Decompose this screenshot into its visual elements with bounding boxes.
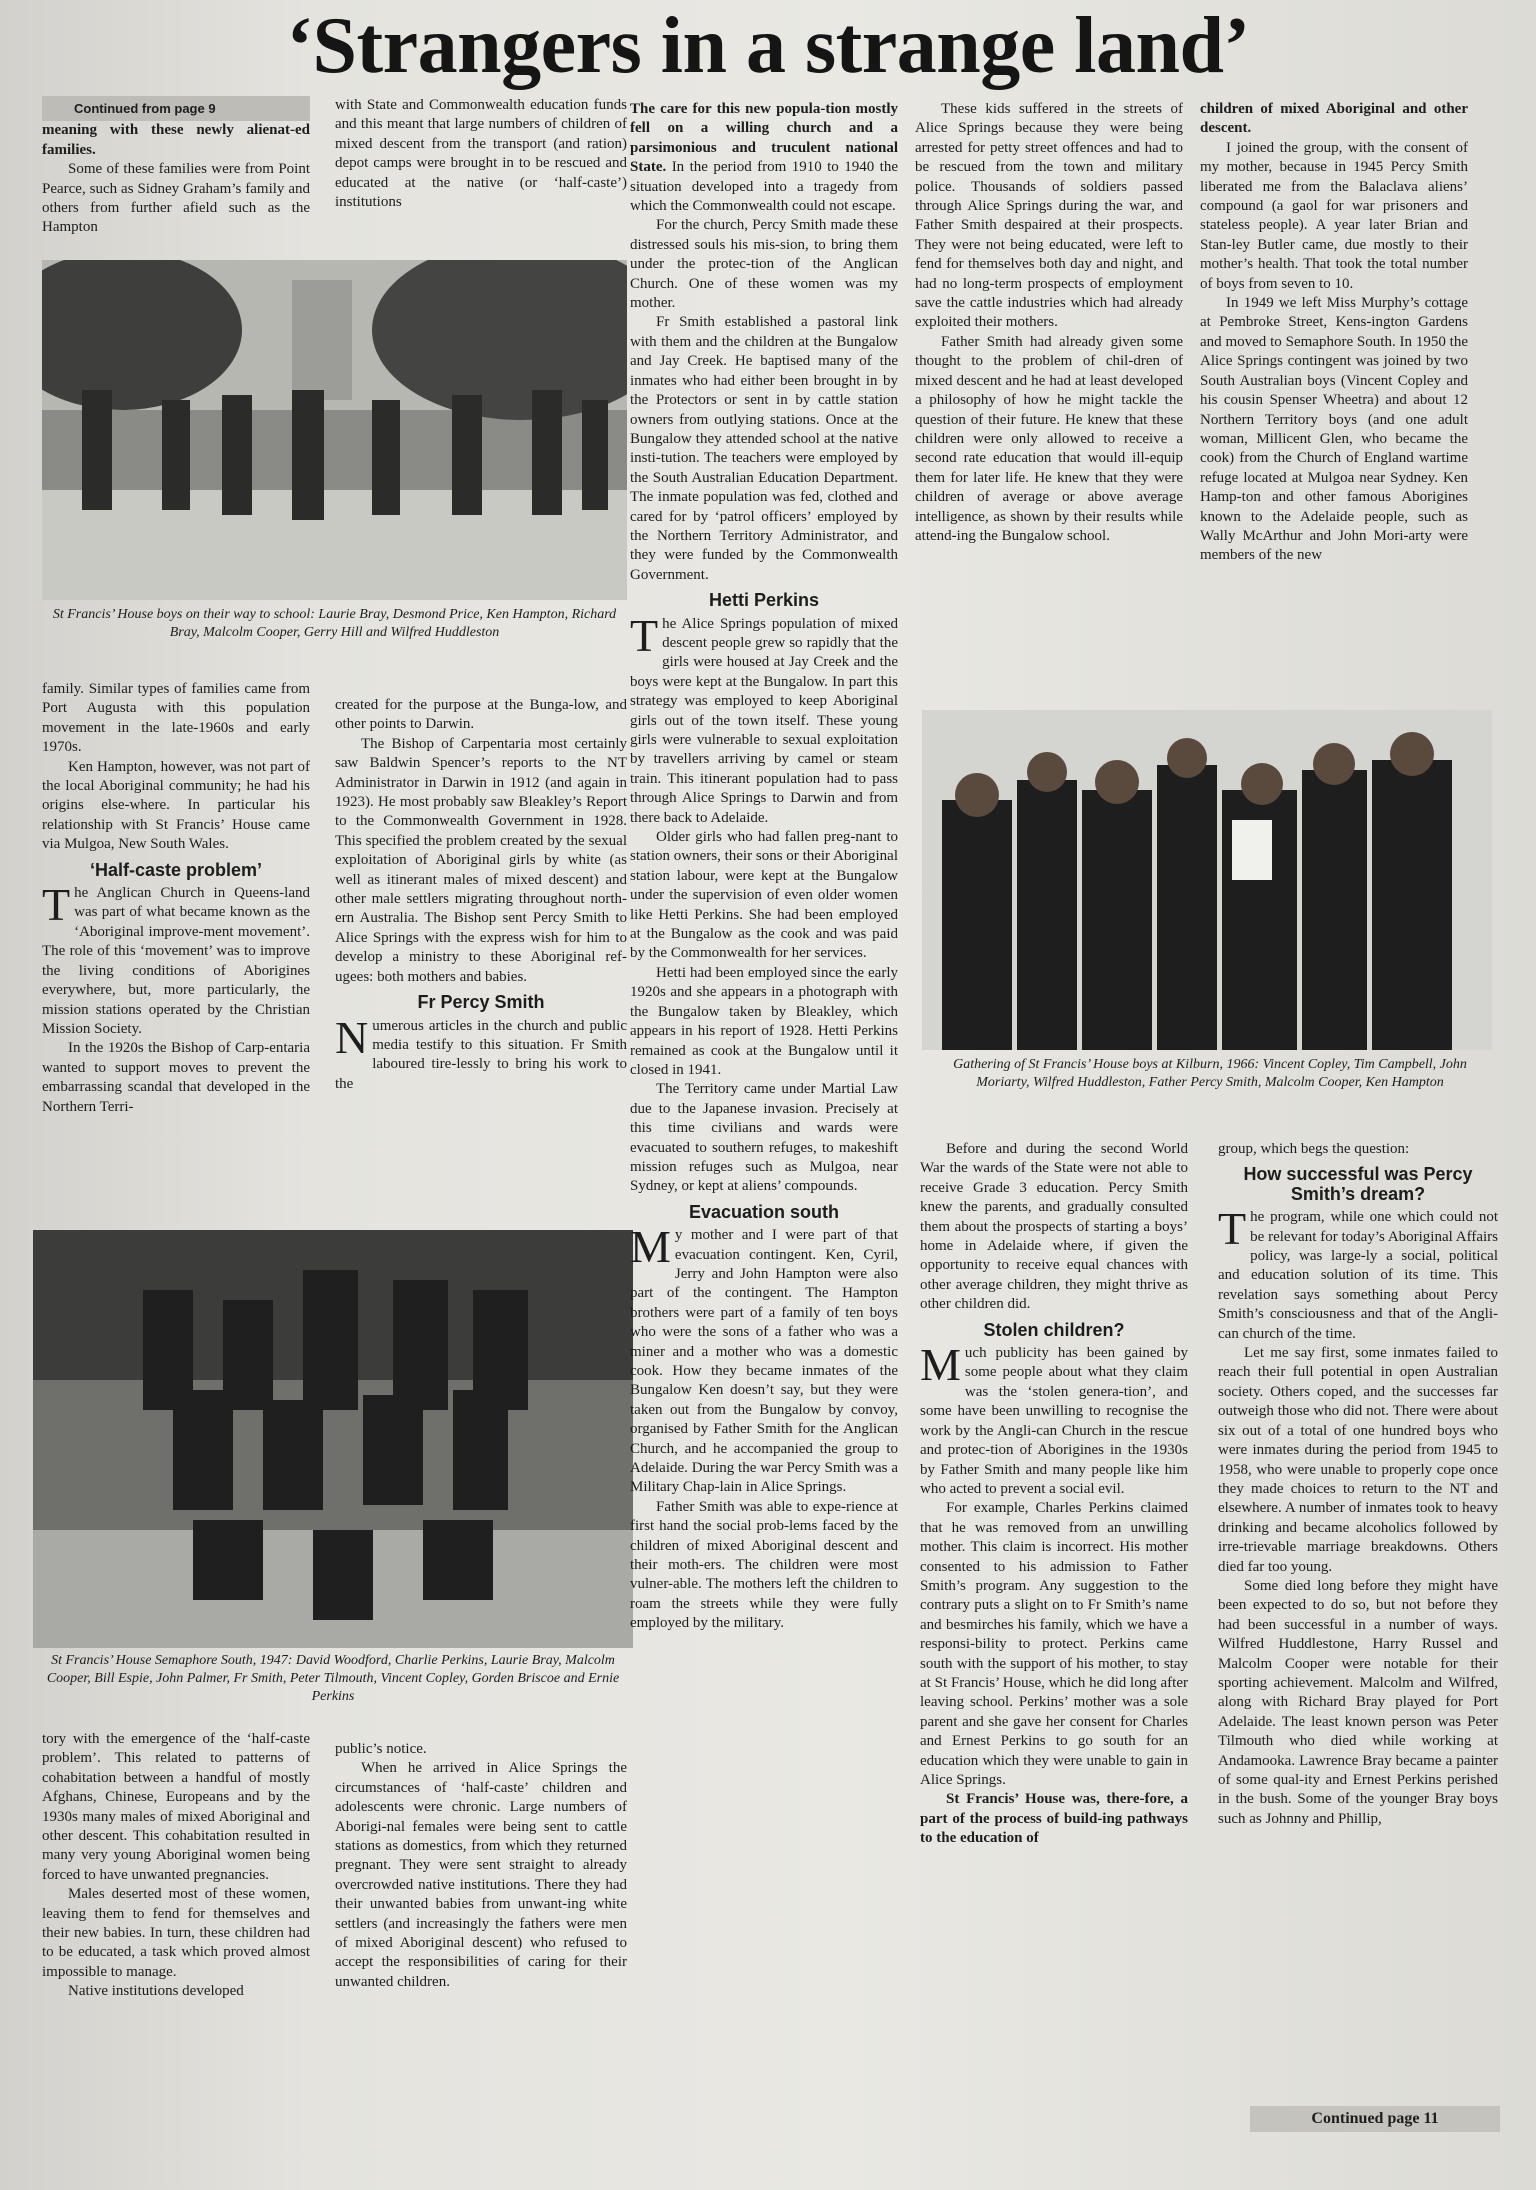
paragraph: Older girls who had fallen preg-nant to station owners, their sons or their Aboriginal station labour, were kept at the Bungalow under the supervision of even older women like Hetti Perkins. She had been employed at the Bungalow as the cook and was paid by the Commonwealth for her services. (630, 829, 898, 962)
drop-cap: M (630, 1221, 671, 1273)
paragraph: family. Similar types of families came from Port Augusta with this population movement in the late-1960s and early 1970s. (42, 681, 310, 756)
paragraph: Fr Smith established a pastoral link with them and the children at the Bungalow and Jay Creek. He baptised many of the inmates who had either been brought in by the Protectors or sent in by cattle station owners from outlying stations. Once at the Bungalow they attended school at the native insti-tution. The teachers were employed by the South Australian Education Department. The inmate population was fed, clothed and cared for by ‘patrol officers’ employed by the Northern Territory Administrator, and they were funded by the Commonwealth Government. (630, 314, 898, 583)
paragraph: St Francis’ House was, there-fore, a part of the process of build-ing pathways to the education of (920, 1791, 1188, 1847)
subheading: Fr Percy Smith (417, 992, 545, 1013)
column-4-top (915, 100, 1183, 690)
paragraph-text: he program, while one which could not be relevant for today’s Aboriginal Affairs policy, was large-ly a social, political and education solution of its time. This revelation says something about Percy Smith’s consciousness and that of the Angli-can church of the time. (1218, 1209, 1498, 1342)
paragraph (1218, 1203, 1498, 1344)
column-2-bottom (335, 1740, 627, 2150)
paragraph: Let me say first, some inmates failed to reach their full potential in open Australian society. Others coped, and the successes far outweigh those who did not. There were about six out of a total of one hundred boys who were inmates during the period from 1945 to 1958, who were unable to properly cope once they made choices to return to the NT and elsewhere. A number of inmates took to heavy drinking and became alcoholics followed by irre-trievable marriage breakdowns. Others died far too young. (1218, 1345, 1498, 1575)
paragraph: Father Smith had already given some thought to the problem of chil-dren of mixed descent and he had at least developed a philosophy of how he might tackle the question of their future. He knew that these children were only allowed to receive a second rate education that would ill-equip them for later life. He knew that they were children of average or above average intelligence, as shown by their results while attend-ing the Bungalow school. (915, 333, 1183, 544)
photo-caption: Gathering of St Francis’ House boys at Kilburn, 1966: Vincent Copley, Tim Campbell, John Moriarty, Wilfred Huddleston, Father Percy Smith, Malcolm Cooper, Ken Hampton (953, 1057, 1467, 1090)
paragraph (920, 1339, 1188, 1499)
subheading: Evacuation south (688, 1201, 840, 1222)
column-1-middle (42, 680, 310, 1205)
lead-in-text: The care for this new popula-tion mostly fell on a willing church and a parsimonious and truculent national State. (630, 101, 898, 176)
paragraph: Males deserted most of these women, leaving them to fend for themselves and their new babies. In turn, these children had to be educated, a task which proved almost impossible to manage. (42, 1886, 310, 1980)
drop-cap: T (1218, 1203, 1247, 1255)
subheading: How successful was Percy Smith’s dream? (1243, 1164, 1473, 1204)
continued-from-label: Continued from page 9 (42, 96, 310, 121)
paragraph: Ken Hampton, however, was not part of the local Aboriginal community; he had his origins else-where. In particular his relationship with St Francis’ House came via Mulgoa, New South Wales. (42, 758, 310, 853)
photo-caption: St Francis’ House Semaphore South, 1947: David Woodford, Charlie Perkins, Laurie Bray, Malcolm Cooper, Bill Espie, John Palmer, Fr Smith, Peter Tilmouth, Vincent Copley, Gorden Briscoe and Ernie Perkins (46, 1653, 620, 1704)
paragraph: For example, Charles Perkins claimed that he was removed from an unwilling mother. This claim is incorrect. His mother consented to his admission to Father Smith’s program. Any suggestion to the contrary puts a slight on to Fr Smith’s name and besmirches his family, which we have a responsi-bility to protect. Perkins came south with the support of his mother, to stay at St Francis’ House, which he did long after leaving school. Perkins’ mother was a sole parent and she gave her consent for Charles and Ernest Perkins to go south for an education which they were unable to gain in Alice Springs. (920, 1500, 1188, 1788)
paragraph: In the 1920s the Bishop of Carp-entaria wanted to support moves to prevent the embarrassing scandal that developed in the Northern Terri- (42, 1040, 310, 1115)
paragraph-text: he Alice Springs population of mixed descent people grew so rapidly that the girls were housed at Jay Creek and the boys were kept at the Bungalow. In part this strategy was employed to keep Aboriginal girls out of the town itself. These young girls were vulnerable to sexual exploitation by travellers arriving by camel or steam train. This itinerant population had to pass through Alice Springs to Darwin and from there back to Adelaide. (630, 615, 898, 826)
column-1-bottom (42, 1730, 310, 2150)
column-1-top (42, 96, 310, 246)
paragraph: Hetti had been employed since the early 1920s and she appears in a photograph with the Bungalow taken by Bleakley, which appears in his report of 1928. Hetti Perkins remained as cook at the Bungalow until it closed in 1941. (630, 964, 898, 1078)
column-3 (630, 100, 898, 2140)
paragraph-text: y mother and I were part of that evacuation contingent. Ken, Cyril, Jerry and John Hampton were also part of the contingent. The Hampton brothers were part of a family of ten boys who were the sons of a father who was a miner and a mother who was a domestic cook. How they became inmates of the Bungalow Ken doesn’t say, but they were taken out from the Bungalow by convoy, organised by Father Smith for the Anglican Church, and he accompanied the group to Adelaide. During the war Percy Smith was a Military Chap-lain in Alice Springs. (630, 1227, 898, 1496)
paragraph: meaning with these newly alienat-ed families. (42, 122, 310, 158)
photo-semaphore-south-1947 (33, 1230, 633, 1648)
column-5-top (1200, 100, 1468, 690)
paragraph: Some of these families were from Point Pearce, such as Sidney Graham’s family and others from further afield such as the Hampton (42, 161, 310, 236)
drop-cap: N (335, 1011, 369, 1063)
column-2-middle (335, 696, 627, 1206)
paragraph (42, 879, 310, 1039)
paragraph-text: In the period from 1910 to 1940 the situation developed into a tragedy from which the Commonwealth could not escape. (630, 159, 898, 215)
paragraph: created for the purpose at the Bunga-low, and other points to Darwin. (335, 697, 627, 733)
subheading: ‘Half-caste problem’ (89, 859, 263, 880)
paragraph: with State and Commonwealth education funds and this meant that large numbers of children of mixed descent from the transport (and ration) depot camps were brought in to be rescued and educated at the native (or ‘half-caste’) institutions (335, 97, 627, 211)
drop-cap: T (630, 609, 659, 661)
column-4-bottom (920, 1140, 1188, 2140)
paragraph (630, 100, 898, 216)
paragraph: group, which begs the question: (1218, 1141, 1410, 1157)
paragraph: Native institutions developed (68, 1983, 244, 2000)
paragraph: public’s notice. (335, 1741, 427, 1757)
paragraph: The Bishop of Carpentaria most certainly saw Baldwin Spencer’s reports to the NT Administrator in Darwin in 1912 (and again in 1923). He most probably saw Bleakley’s Report to the Commonwealth Government in 1928. This specified the problem created by the sexual exploitation of Aboriginal girls by white (as well as itinerant males of mixed descent) and other male settlers migrating throughout north-ern Australia. The Bishop sent Percy Smith to Alice Springs with the express wish for him to develop a ministry to these Aboriginal ref-ugees: both mothers and babies. (335, 735, 627, 985)
subheading: Hetti Perkins (708, 590, 820, 611)
paragraph: tory with the emergence of the ‘half-caste problem’. This related to patterns of cohabitation between a handful of mostly Afghans, Chinese, Europeans and by the 1930s many males of mixed Aboriginal and other descent. This cohabitation resulted in many very young Aboriginal women being forced to have unwanted pregnancies. (42, 1731, 310, 1883)
paragraph-text: he Anglican Church in Queens-land was part of what became known as the ‘Aboriginal improve-ment movement’. The role of this ‘movement’ was to improve the living conditions of Aborigines everywhere, but, more particularly, the mission stations operated by the Christian Mission Society. (42, 885, 310, 1037)
paragraph: The Territory came under Martial Law due to the Japanese invasion. Precisely at this time civilians and wards were evacuated to southern refuges, to makeshift mission refuges such as Mulgoa, near Sydney, or kept at aliens’ compounds. (630, 1081, 898, 1195)
paragraph: When he arrived in Alice Springs the circumstances of ‘half-caste’ children and adolescents were chronic. Large numbers of Aborigi-nal females were being sent to cattle stations as domestics, from which they returned pregnant. They were sent straight to already overcrowded native institutions. There they had their unwanted babies from unwant-ing white settlers (and increasingly the fathers were men of mixed Aboriginal descent) who refused to accept the responsibilities of caring for their unwanted children. (335, 1760, 627, 1990)
photo-boys-to-school (42, 260, 627, 600)
column-2-top (335, 96, 627, 246)
subheading: Stolen children? (983, 1319, 1125, 1340)
paragraph-text: umerous articles in the church and public media testify to this situation. Fr Smith laboured tire-lessly to bring his work to the (335, 1017, 627, 1092)
paragraph: Some died long before they might have been expected to do so, but not before they had been successful in a number of ways. Wilfred Huddlestone, Harry Russel and Malcolm Cooper were notable for their sporting achievement. Malcolm and Wilfred, along with Richard Bray played for Port Adelaide. The least known person was Peter Tilmouth who died while working at Andamooka. Lawrence Bray became a painter of some qual-ity and Ernest Perkins perished in the bush. Some of the younger Bray boys such as Johnny and Phillip, (1218, 1577, 1498, 1827)
paragraph: These kids suffered in the streets of Alice Springs because they were being arrested for petty street offences and had to be rescued from the town and military police. Thousands of soldiers passed through Alice Springs during the war, and Father Smith despaired at their prospects. They were not being educated, were left to fend for themselves both day and night, and had no long-term prospects of employment save the cattle industries which had already exploited their mothers. (915, 101, 1183, 331)
paragraph: For the church, Percy Smith made these distressed souls his mis-sion, to bring them under the protec-tion of the Anglican Church. One of these women was my mother. (630, 217, 898, 312)
drop-cap: M (920, 1339, 961, 1391)
column-5-bottom (1218, 1140, 1498, 2100)
paragraph: I joined the group, with the consent of my mother, because in 1945 Percy Smith liberated me from the Balaclava aliens’ compound (a gaol for war prisoners and stateless people). A year later Brian and Stan-ley Butler came, due mostly to their mother’s health. That took the total number of boys from seven to 10. (1200, 139, 1468, 292)
paragraph: Before and during the second World War the wards of the State were not able to receive Grade 3 education. Percy Smith knew the parents, and gradually consulted them about the prospects of starting a boys’ home in Adelaide where, if given the opportunity to receive equal chances with other average children, they might thrive as other children did. (920, 1141, 1188, 1313)
photo-caption: St Francis’ House boys on their way to school: Laurie Bray, Desmond Price, Ken Hampton, Richard Bray, Malcolm Cooper, Gerry Hill and Wilfred Huddleston (52, 607, 617, 640)
continued-page-label: Continued page 11 (1250, 2106, 1500, 2132)
paragraph (335, 1011, 627, 1095)
paragraph-text: uch publicity has been gained by some people about what they claim was the ‘stolen genera-tion’, and some have been unwilling to recognise the work by the Angli-can Church in the rescue and protec-tion of Aborigines in the 1930s by Father Smith and many people like him who acted to prevent a social evil. (920, 1345, 1188, 1497)
paragraph: In 1949 we left Miss Murphy’s cottage at Pembroke Street, Kens-ington Gardens and moved to Semaphore South. In 1950 the Alice Springs contingent was joined by two South Australian boys (Vincent Copley and his cousin Spenser Wheetra) and about 12 Northern Territory boys (and one adult woman, Millicent Glen, who became the cook) from the Church of England wartime refuge located at Mulgoa near Sydney. Ken Hamp-ton and other famous Aborigines known to the Adelaide people, such as Wally McArthur and John Mori-arty were members of the new (1200, 295, 1468, 564)
photo-kilburn-1966 (922, 710, 1492, 1050)
paragraph: Father Smith was able to expe-rience at first hand the social prob-lems faced by the children of mixed Aboriginal descent and their moth-ers. The children were most vulner-able. The mothers left the children to roam the streets while they were fully employed by the military. (630, 1498, 898, 1632)
paragraph (630, 609, 898, 828)
headline: ‘Strangers in a strange land’ (286, 2, 1250, 90)
paragraph: children of mixed Aboriginal and other descent. (1200, 101, 1468, 137)
paragraph (630, 1221, 898, 1498)
drop-cap: T (42, 879, 71, 931)
